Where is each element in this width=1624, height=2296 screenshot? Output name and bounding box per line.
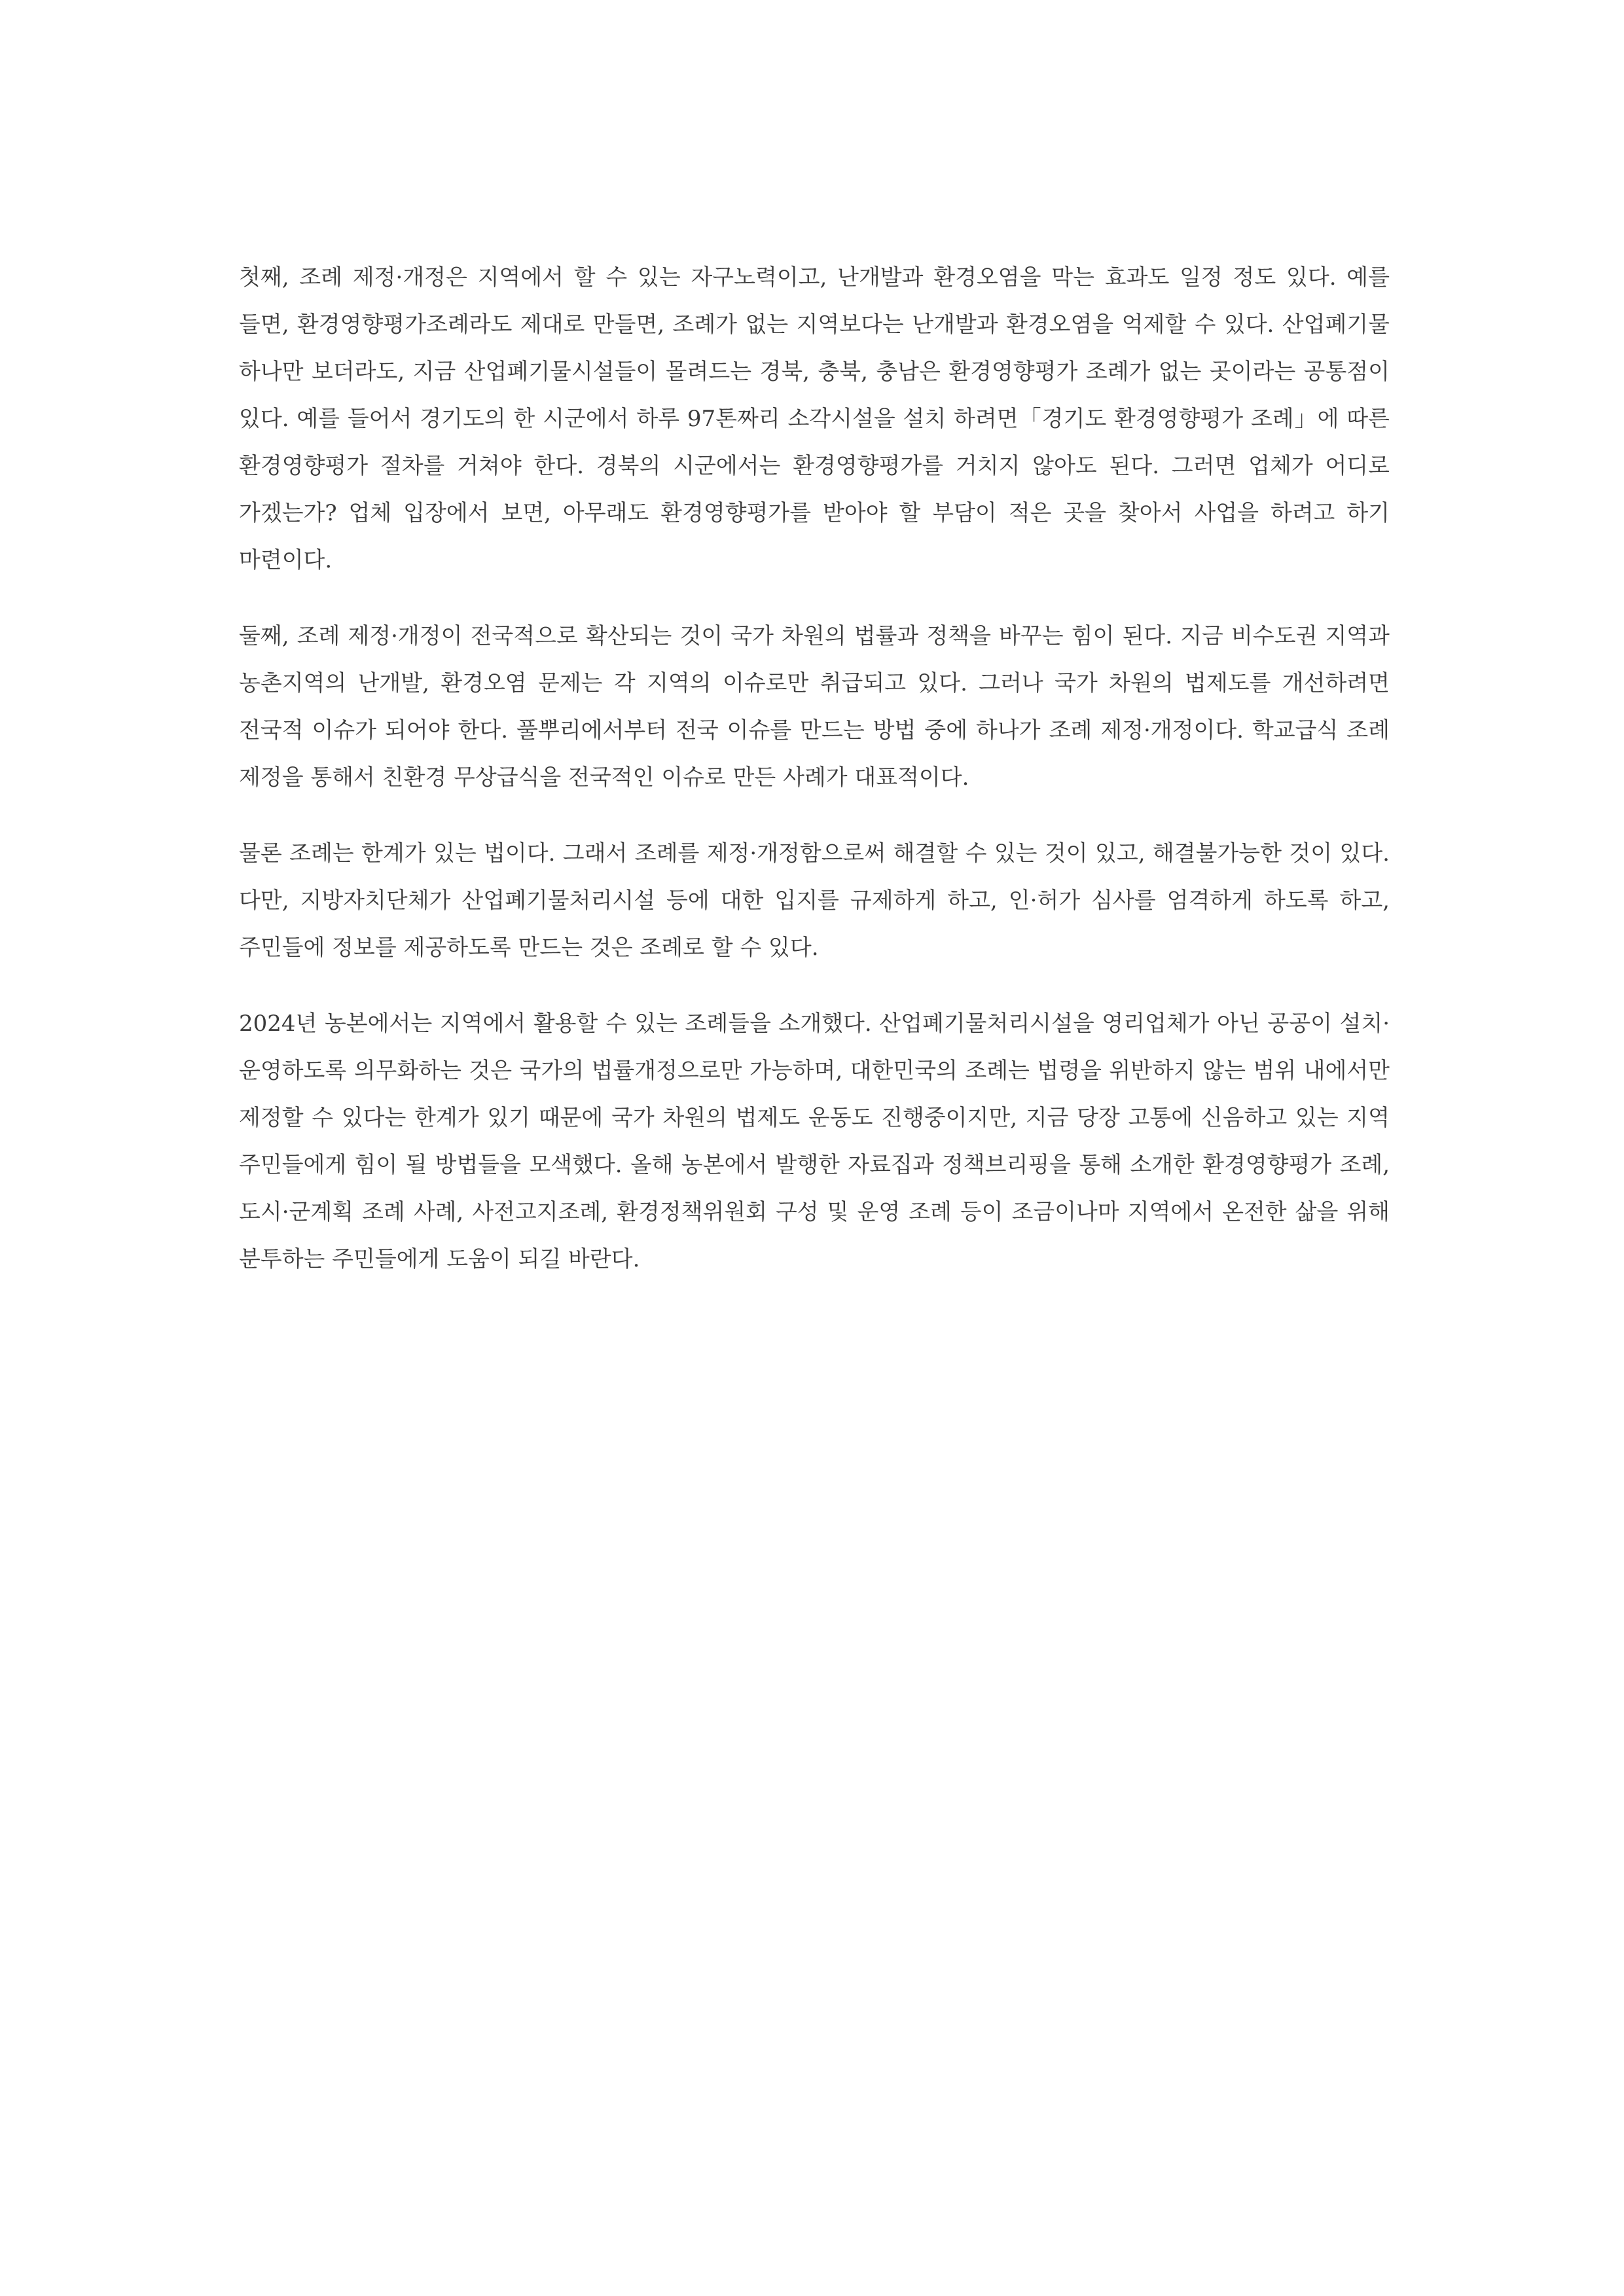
paragraph-second: 둘째, 조례 제정·개정이 전국적으로 확산되는 것이 국가 차원의 법률과 정책을 바꾸는 힘이 된다. 지금 비수도권 지역과 농촌지역의 난개발, 환경오염 문제는 각 지역의 이슈로만 취급되고 있다. 그러나 국가 차원의 법제도를 개선하려면 전국적 이슈가 되어야 한다. 풀뿌리에서부터 전국 이슈를 만드는 방법 중에 하나가 조례 제정·개정이다. 학교급식 조례 제정을 통해서 친환경 무상급식을 전국적인 이슈로 만든 사례가 대표적이다.	[239, 623, 1390, 791]
paragraph-first: 첫째, 조례 제정·개정은 지역에서 할 수 있는 자구노력이고, 난개발과 환경오염을 막는 효과도 일정 정도 있다. 예를 들면, 환경영향평가조례라도 제대로 만들면, 조례가 없는 지역보다는 난개발과 환경오염을 억제할 수 있다. 산업폐기물 하나만 보더라도, 지금 산업폐기물시설들이 몰려드는 경북, 충북, 충남은 환경영향평가 조례가 없는 곳이라는 공통점이 있다. 예를 들어서 경기도의 한 시군에서 하루 97톤짜리 소각시설을 설치 하려면「경기도 환경영향평가 조례」에 따른 환경영향평가 절차를 거쳐야 한다. 경북의 시군에서는 환경영향평가를 거치지 않아도 된다. 그러면 업체가 어디로 가겠는가? 업체 입장에서 보면, 아무래도 환경영향평가를 받아야 할 부담이 적은 곳을 찾아서 사업을 하려고 하기 마련이다.	[239, 264, 1390, 573]
document-body	[239, 254, 1390, 1283]
paragraph-conclusion: 2024년 농본에서는 지역에서 활용할 수 있는 조례들을 소개했다. 산업폐기물처리시설을 영리업체가 아닌 공공이 설치·운영하도록 의무화하는 것은 국가의 법률개정으로만 가능하며, 대한민국의 조례는 법령을 위반하지 않는 범위 내에서만 제정할 수 있다는 한계가 있기 때문에 국가 차원의 법제도 운동도 진행중이지만, 지금 당장 고통에 신음하고 있는 지역 주민들에게 힘이 될 방법들을 모색했다. 올해 농본에서 발행한 자료집과 정책브리핑을 통해 소개한 환경영향평가 조례, 도시·군계획 조례 사례, 사전고지조례, 환경정책위원회 구성 및 운영 조례 등이 조금이나마 지역에서 온전한 삶을 위해 분투하는 주민들에게 도움이 되길 바란다.	[239, 1011, 1390, 1272]
paragraph-limits: 물론 조례는 한계가 있는 법이다. 그래서 조례를 제정·개정함으로써 해결할 수 있는 것이 있고, 해결불가능한 것이 있다. 다만, 지방자치단체가 산업폐기물처리시설 등에 대한 입지를 규제하게 하고, 인·허가 심사를 엄격하게 하도록 하고, 주민들에 정보를 제공하도록 만드는 것은 조례로 할 수 있다.	[239, 840, 1390, 961]
